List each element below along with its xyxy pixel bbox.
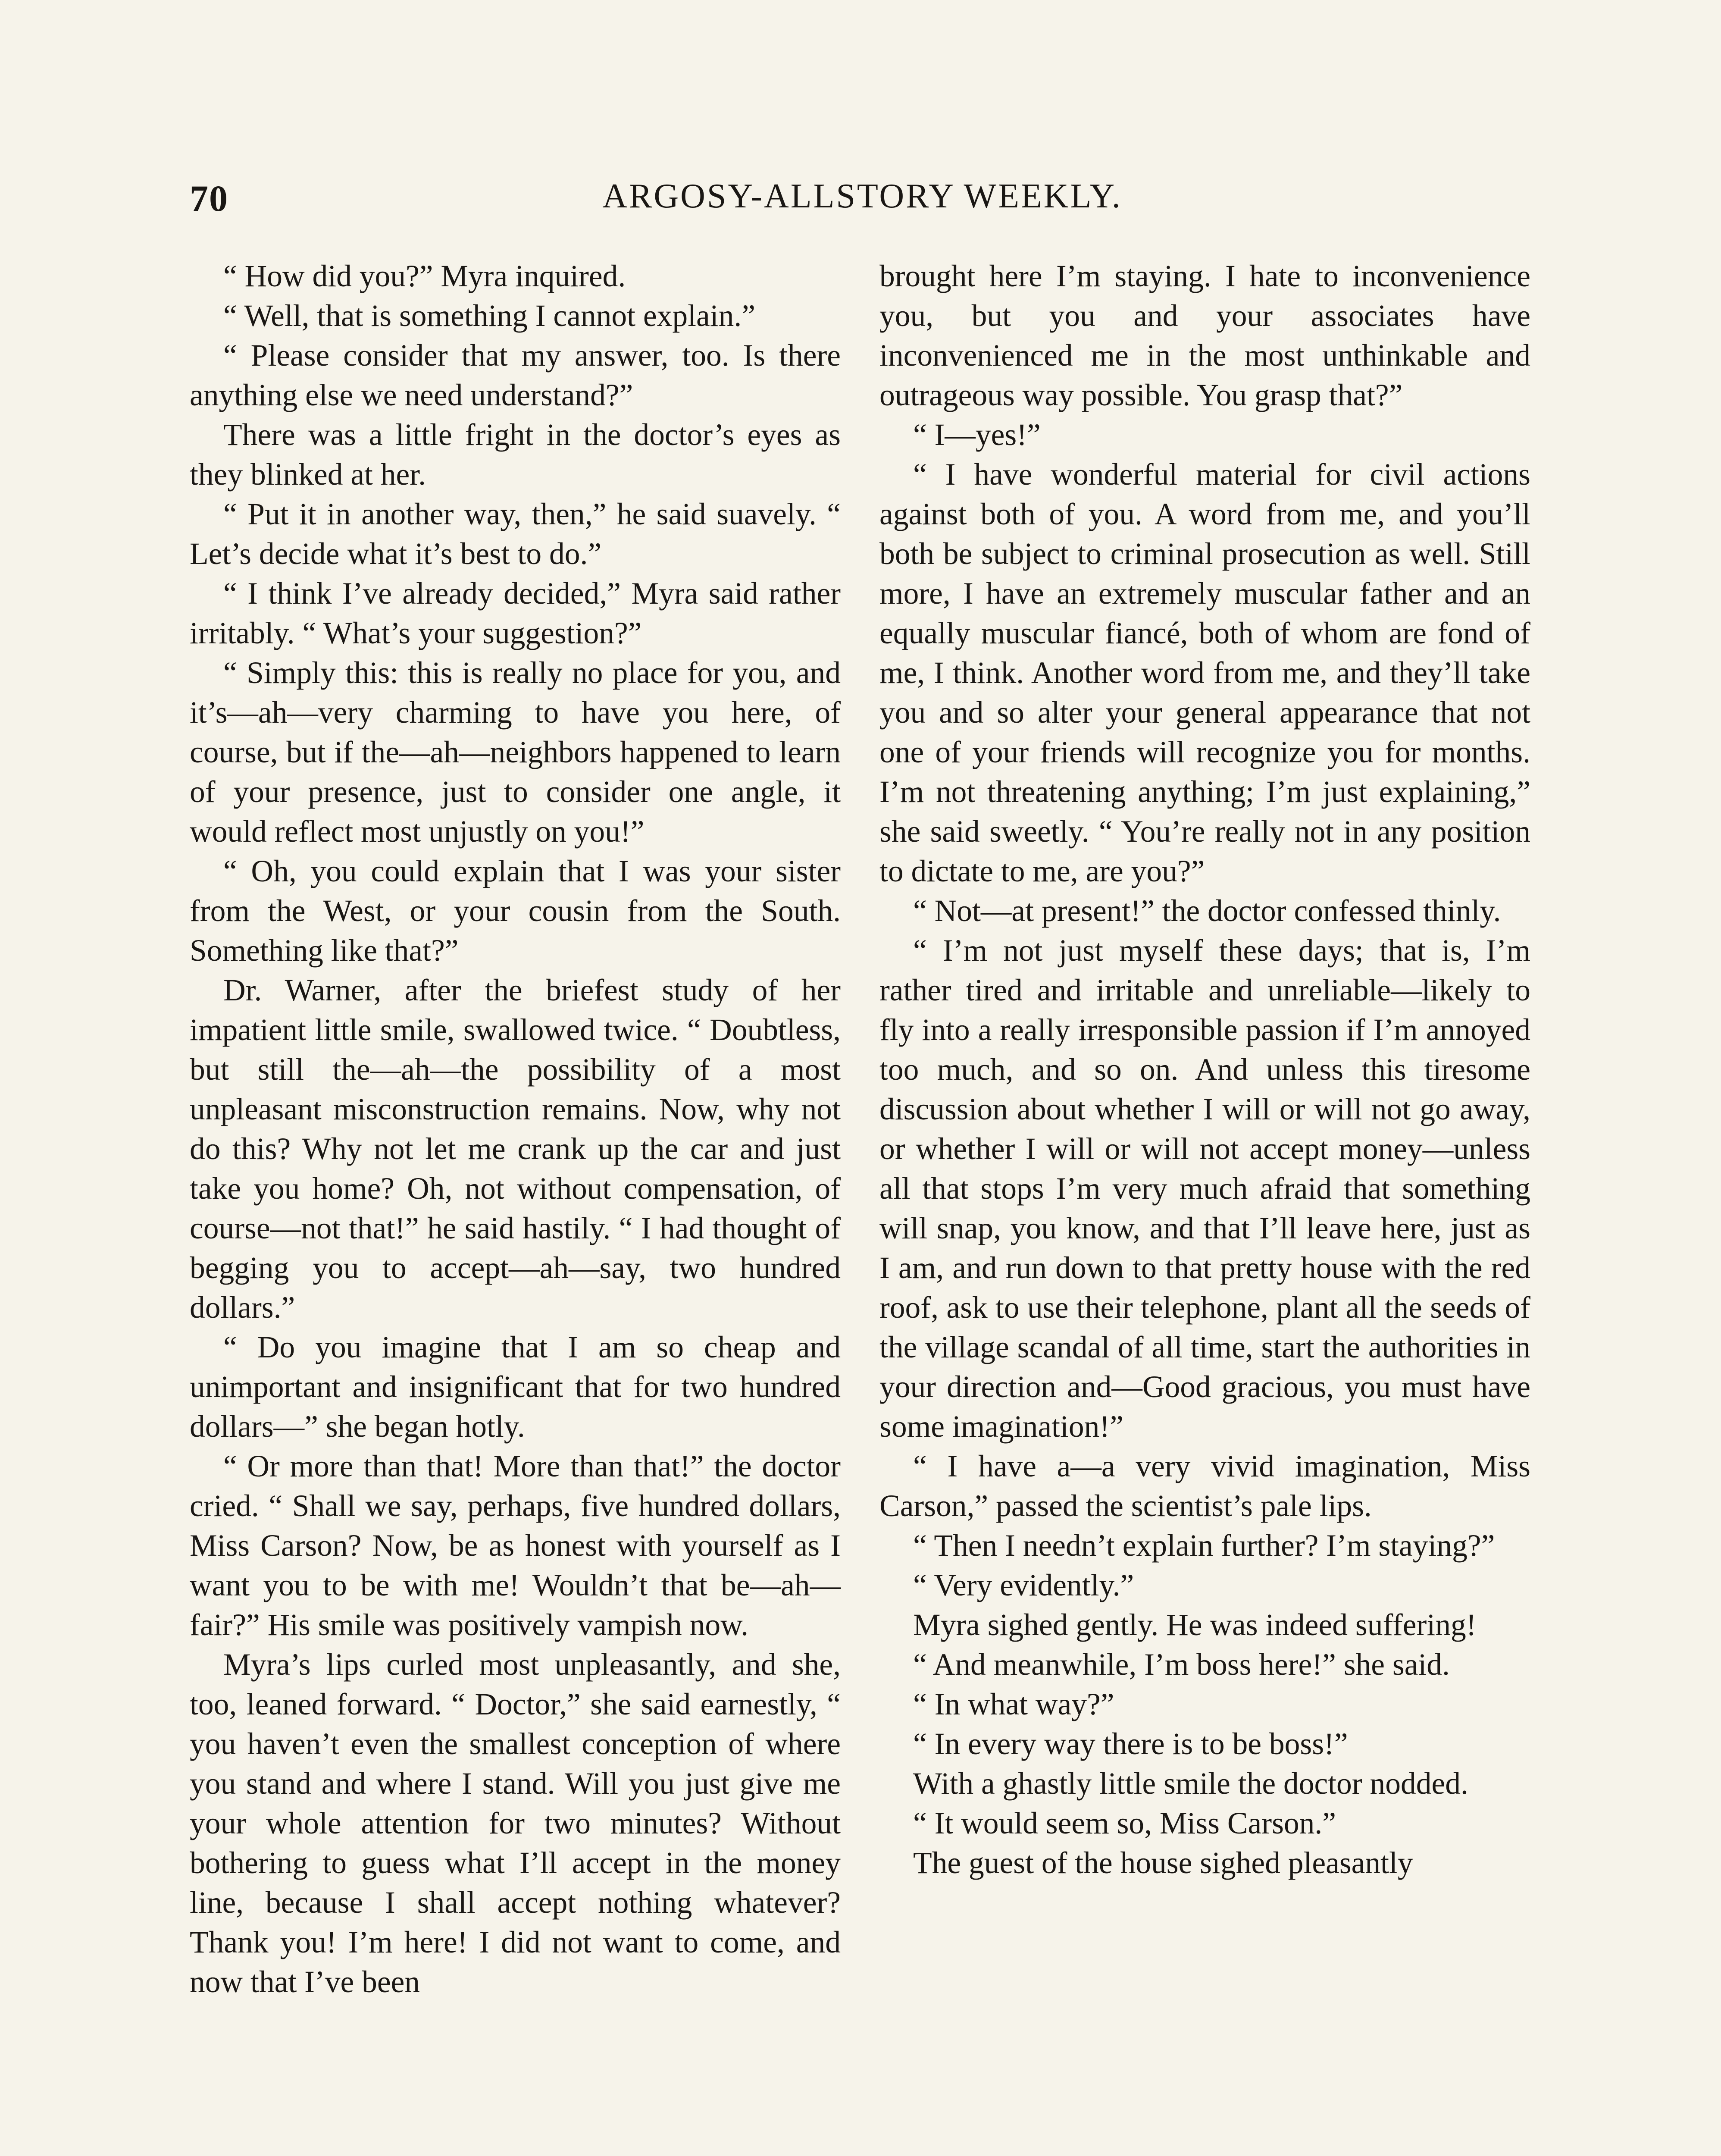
paragraph: “ Simply this: this is really no place for you, and it’s—ah—very charming to have you here, of course, but if the—ah—neighbors happened to learn of your presence, just to consider one angle, it would reflect most unjustly on you!” [190,656,841,849]
paragraph: “ I—yes!” [913,418,1041,452]
paragraph: “ Or more than that! More than that!” the doctor cried. “ Shall we say, perhaps, five hundred dollars, Miss Carson? Now, be as honest with yourself as I want you to be with me! Wouldn’t that be—ah—fair?” His smile was positively vampish now. [190,1449,841,1642]
paragraph: “ Well, that is something I cannot explain.” [223,299,755,333]
paragraph: There was a little fright in the doctor’s eyes as they blinked at her. [190,418,841,492]
paragraph: “ Not—at present!” the doctor confessed thinly. [913,894,1501,928]
paragraph: “ Then I needn’t explain further? I’m staying?” [913,1529,1495,1563]
paragraph: “ Oh, you could explain that I was your sister from the West, or your cousin from the South. Something like that?” [190,854,841,968]
right-column [879,257,1530,1883]
paragraph: “ It would seem so, Miss Carson.” [913,1806,1336,1840]
paragraph: Myra sighed gently. He was indeed suffering! [913,1608,1477,1642]
continued-paragraph: brought here I’m staying. I hate to inconvenience you, but you and your associates have inconvenienced me in the most unthinkable and outrageous way possible. You grasp that?” [879,259,1530,412]
page-header [190,177,1535,233]
paragraph: “ In what way?” [913,1687,1114,1721]
paragraph: Dr. Warner, after the briefest study of her impatient little smile, swallowed twice. “ Doubtless, but still the—ah—the possibility of a most unpleasant misconstruction remains. Now, why not do this? Why not let me crank up the car and just take you home? Oh, not without compensation, of course—not that!” he said hastily. “ I had thought of begging you to accept—ah—say, two hundred dollars.” [190,973,841,1325]
paragraph: With a ghastly little smile the doctor nodded. [913,1767,1468,1801]
paragraph: “ Please consider that my answer, too. Is there anything else we need understand?” [190,338,841,412]
paragraph: Myra’s lips curled most unpleasantly, and she, too, leaned forward. “ Doctor,” she said earnestly, “ you haven’t even the smallest conception of where you stand and where I stand. Will you just give me your whole attention for two minutes? Without bothering to guess what I’ll accept in the money line, because I shall accept nothing whatever? Thank you! I’m here! I did not want to come, and now that I’ve been [190,1648,841,1999]
paragraph: “ I think I’ve already decided,” Myra said rather irritably. “ What’s your suggestion?” [190,577,841,650]
paragraph: “ Do you imagine that I am so cheap and unimportant and insignificant that for two hundred dollars—” she began hotly. [190,1330,841,1444]
paragraph: “ Put it in another way, then,” he said suavely. “ Let’s decide what it’s best to do.” [190,497,841,571]
running-head: ARGOSY-ALLSTORY WEEKLY. [602,177,1122,215]
paragraph: The guest of the house sighed pleasantly [913,1846,1413,1880]
paragraph: “ I have a—a very vivid imagination, Miss Carson,” passed the scientist’s pale lips. [879,1449,1530,1523]
left-column [190,257,841,2002]
paragraph: “ And meanwhile, I’m boss here!” she said. [913,1648,1450,1682]
paragraph: “ How did you?” Myra inquired. [223,259,626,293]
page-number: 70 [190,178,228,219]
paragraph: “ In every way there is to be boss!” [913,1727,1348,1761]
paragraph: “ I have wonderful material for civil actions against both of you. A word from me, and you’ll both be subject to criminal prosecution as well. Still more, I have an extremely muscular father and an equally muscular fiancé, both of whom are fond of me, I think. Another word from me, and they’ll take you and so alter your general appearance that not one of your friends will recognize you for months. I’m not threatening anything; I’m just explaining,” she said sweetly. “ You’re really not in any position to dictate to me, are you?” [879,458,1530,888]
paragraph: “ Very evidently.” [913,1568,1134,1602]
paragraph: “ I’m not just myself these days; that is, I’m rather tired and irritable and unreliable—likely to fly into a really irresponsible passion if I’m annoyed too much, and so on. And unless this tiresome discussion about whether I will or will not go away, or whether I will or will not accept money—unless all that stops I’m very much afraid that something will snap, you know, and that I’ll leave here, just as I am, and run down to that pretty house with the red roof, ask to use their telephone, plant all the seeds of the village scandal of all time, start the authorities in your direction and—Good gracious, you must have some imagination!” [879,934,1530,1444]
